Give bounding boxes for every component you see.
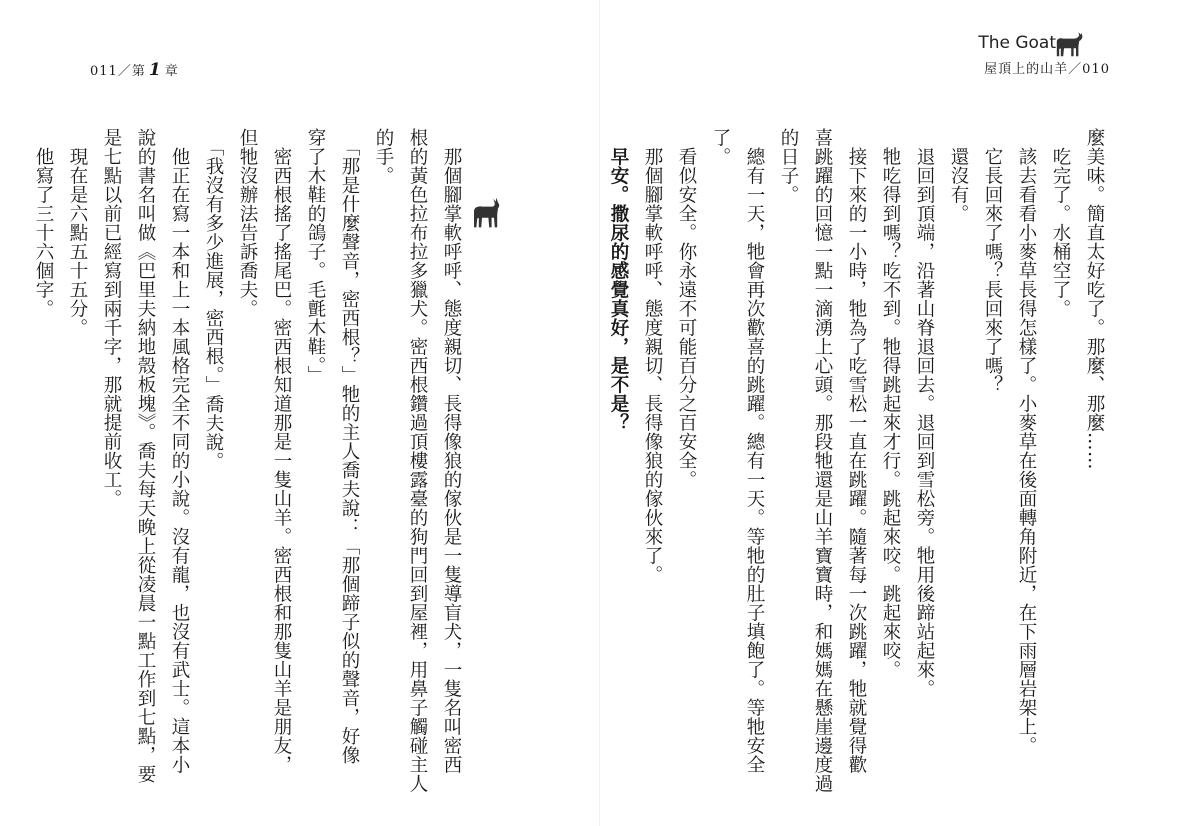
- text-column: 它長回來了嗎？長回來了嗎？: [982, 128, 1003, 394]
- text-column: 了。: [710, 128, 731, 166]
- text-column: 根的黃色拉布拉多獵犬。密西根鑽過頂樓露臺的狗門回到屋裡，用鼻子觸碰主人: [407, 128, 428, 793]
- left-running-header: [90, 60, 179, 80]
- text-column: 總有一天，牠會再次歡喜的跳躍。總有一天。等牠的肚子填飽了。等牠安全: [744, 128, 765, 774]
- text-column: 看似安全。你永遠不可能百分之百安全。: [676, 128, 697, 489]
- text-column: 那個腳掌軟呼呼、態度親切、長得像狼的傢伙是一隻導盲犬，一隻名叫密西: [441, 128, 462, 774]
- brand-text: The Goat: [978, 33, 1056, 53]
- text-column: 喜跳躍的回憶一點一滴湧上心頭。那段牠還是山羊寶寶時，和媽媽在懸崖邊度過: [812, 128, 833, 793]
- text-column: 還沒有。: [948, 128, 969, 223]
- text-column: 穿了木鞋的鴿子。毛氈木鞋。」: [305, 128, 326, 385]
- text-column: 退回到頂端，沿著山脊退回去。退回到雪松旁。牠用後蹄站起來。: [914, 128, 935, 698]
- text-column: 吃完了。水桶空了。: [1050, 128, 1071, 318]
- text-column: 但牠沒辦法告訴喬夫。: [237, 128, 258, 318]
- right-page-number: ／010: [1068, 62, 1110, 77]
- text-column: 他寫了三十六個字。: [33, 128, 54, 318]
- goat-icon: [1052, 30, 1084, 60]
- chapter-number: 1: [148, 60, 162, 80]
- text-column: 密西根搖了搖尾巴。密西根知道那是一隻山羊。密西根和那隻山羊是朋友，: [271, 128, 292, 774]
- text-column: 的手。: [373, 128, 394, 185]
- text-column: 牠吃得到嗎？吃不到。牠得跳起來才行。跳起來咬。跳起來咬。: [880, 128, 901, 679]
- text-column: 說的書名叫做《巴里夫納地殼板塊》。喬夫每天晚上從凌晨一點工作到七點，要: [135, 128, 156, 784]
- book-title: 屋頂上的山羊: [984, 62, 1069, 77]
- left-page-body: [33, 128, 464, 793]
- text-column: 接下來的一小時，牠為了吃雪松一直在跳躍。隨著每一次跳躍，牠就覺得歡: [846, 128, 867, 774]
- text-column: 「那是什麼聲音，密西根？」牠的主人喬夫說：「那個蹄子似的聲音，好像: [339, 128, 360, 765]
- text-column: 那個腳掌軟呼呼、態度親切、長得像狼的傢伙來了。: [642, 128, 663, 584]
- text-column: 現在是六點五十五分。: [67, 128, 88, 337]
- text-column: 是七點以前已經寫到兩千字，那就提前收工。: [101, 128, 122, 508]
- goat-ornament-icon: [470, 195, 502, 231]
- text-column: 麼美味。簡直太好吃了。那麼、那麼……: [1084, 128, 1105, 470]
- text-column: 的日子。: [778, 128, 799, 204]
- gutter-divider: [599, 0, 600, 826]
- running-title: [984, 58, 1110, 77]
- bold-text-column: 早安。撒尿的感覺真好，是不是？: [608, 128, 629, 432]
- text-column: 「我沒有多少進展，密西根。」喬夫說。: [203, 128, 224, 471]
- right-running-header: [950, 30, 1110, 78]
- text-column: 該去看看小麥草長得怎樣了。小麥草在後面轉角附近，在下雨層岩架上。: [1016, 128, 1037, 755]
- chapter-suffix: 章: [164, 64, 179, 79]
- right-page-body: [602, 128, 1107, 793]
- chapter-prefix: ／第: [117, 64, 146, 79]
- text-column: 他正在寫一本和上一本風格完全不同的小說。沒有龍，也沒有武士。這本小: [169, 128, 190, 774]
- left-page-number: 011: [90, 64, 118, 79]
